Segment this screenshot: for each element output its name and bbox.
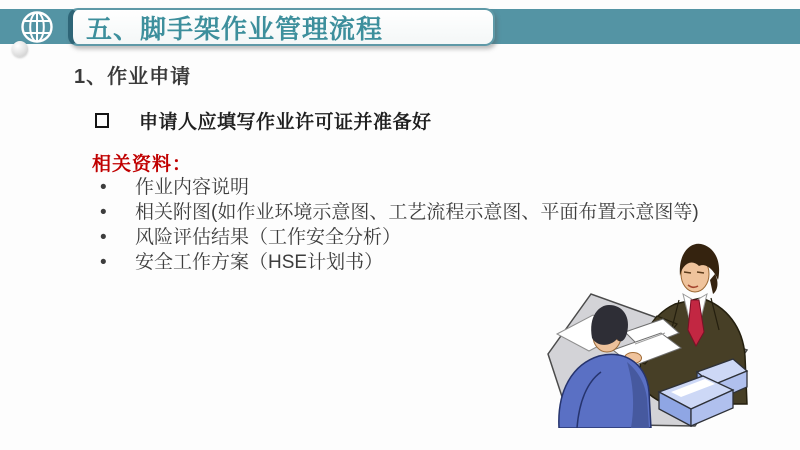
materials-label: 相关资料： (92, 154, 193, 175)
bullet-icon: • (100, 177, 107, 198)
checkbox-item (95, 107, 432, 134)
bullet-icon: • (100, 227, 107, 248)
bullet-icon: • (100, 202, 107, 223)
list-item-text: 作业内容说明 (135, 177, 250, 198)
checkbox-item-text: 申请人应填写作业许可证并准备好 (139, 112, 432, 133)
list-item-text: 风险评估结果（工作安全分析） (135, 227, 402, 248)
list-item-text: 安全工作方案（HSE计划书） (135, 252, 384, 273)
title-pill (68, 8, 495, 46)
list-item (100, 175, 699, 200)
list-item (100, 200, 699, 225)
page-title: 五、脚手架作业管理流程 (86, 13, 384, 44)
checkbox-icon (95, 113, 109, 128)
globe-icon (17, 10, 57, 44)
section-heading: 1、作业申请 (74, 66, 192, 88)
list-item-text: 相关附图(如作业环境示意图、工艺流程示意图、平面布置示意图等) (135, 202, 699, 223)
bullet-icon: • (100, 252, 107, 273)
office-meeting-clipart (545, 232, 755, 428)
decorative-ball (12, 41, 28, 57)
